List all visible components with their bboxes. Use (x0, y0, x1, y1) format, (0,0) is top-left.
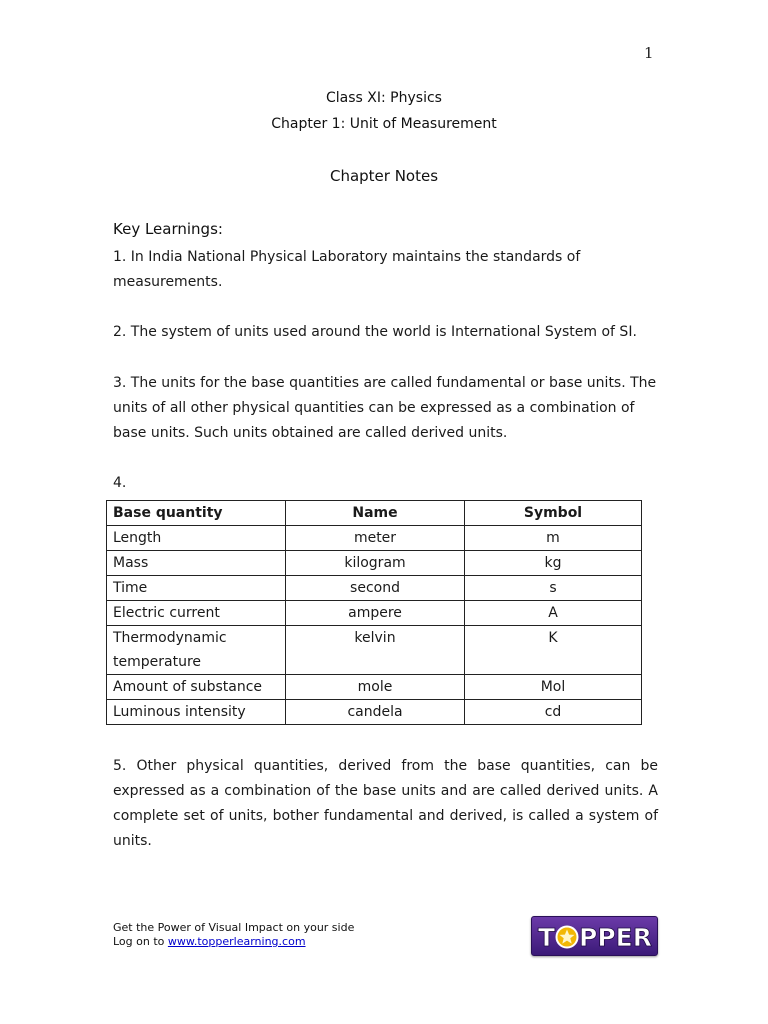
cell-name: mole (286, 675, 465, 700)
topper-logo (531, 916, 658, 956)
cell-symbol: A (465, 601, 642, 626)
table-row (107, 576, 642, 601)
point-2: 2. The system of units used around the world is International System of SI. (113, 324, 637, 340)
footer-logon-line (113, 935, 354, 949)
cell-name: kilogram (286, 551, 465, 576)
column-header-name: Name (286, 501, 465, 526)
topperlearning-link[interactable]: www.topperlearning.com (167, 935, 306, 948)
chapter-notes-title: Chapter Notes (329, 167, 439, 185)
cell-symbol: kg (465, 551, 642, 576)
column-header-base-quantity: Base quantity (107, 501, 286, 526)
logo-text-left: T (537, 923, 555, 952)
key-learnings-heading: Key Learnings: (113, 220, 223, 238)
table-row (107, 675, 642, 700)
point-4-label: 4. (113, 475, 127, 491)
page-number: 1 (644, 44, 654, 62)
logo-text-right: PPER (578, 923, 652, 952)
cell-base-quantity: Time (107, 576, 286, 601)
table-row (107, 626, 642, 675)
point-1: 1. In India National Physical Laboratory maintains the standards of measurements. (113, 249, 581, 290)
table-header-row (107, 501, 642, 526)
point-5: 5. Other physical quantities, derived from the base quantities, can be expressed as a combination of the base units and are called derived units. A complete set of units, bother fundamental and derived, is called a system of units. (113, 758, 658, 849)
cell-symbol: cd (465, 700, 642, 725)
base-quantities-table (106, 500, 642, 725)
chapter-title: Chapter 1: Unit of Measurement (271, 116, 497, 132)
cell-base-quantity: Thermodynamic temperature (107, 626, 286, 675)
topper-logo-graphic (536, 920, 654, 952)
star-in-circle-icon (556, 927, 577, 948)
cell-name: kelvin (286, 626, 465, 675)
cell-base-quantity: Electric current (107, 601, 286, 626)
cell-symbol: K (465, 626, 642, 675)
table-row (107, 526, 642, 551)
cell-symbol: m (465, 526, 642, 551)
cell-symbol: s (465, 576, 642, 601)
footer-logon-prefix: Log on to (113, 935, 168, 948)
cell-name: second (286, 576, 465, 601)
cell-name: candela (286, 700, 465, 725)
table-row (107, 601, 642, 626)
cell-symbol: Mol (465, 675, 642, 700)
footer-tagline: Get the Power of Visual Impact on your side (113, 921, 355, 934)
cell-base-quantity: Amount of substance (107, 675, 286, 700)
table-row (107, 700, 642, 725)
table-row (107, 551, 642, 576)
class-title: Class XI: Physics (326, 90, 442, 106)
footer (113, 921, 354, 949)
cell-base-quantity: Length (107, 526, 286, 551)
cell-base-quantity: Mass (107, 551, 286, 576)
cell-name: ampere (286, 601, 465, 626)
column-header-symbol: Symbol (465, 501, 642, 526)
cell-name: meter (286, 526, 465, 551)
point-3: 3. The units for the base quantities are called fundamental or base units. The units of all other physical quantities can be expressed as a combination of base units. Such units obtained are called derived units. (113, 375, 657, 441)
cell-base-quantity: Luminous intensity (107, 700, 286, 725)
